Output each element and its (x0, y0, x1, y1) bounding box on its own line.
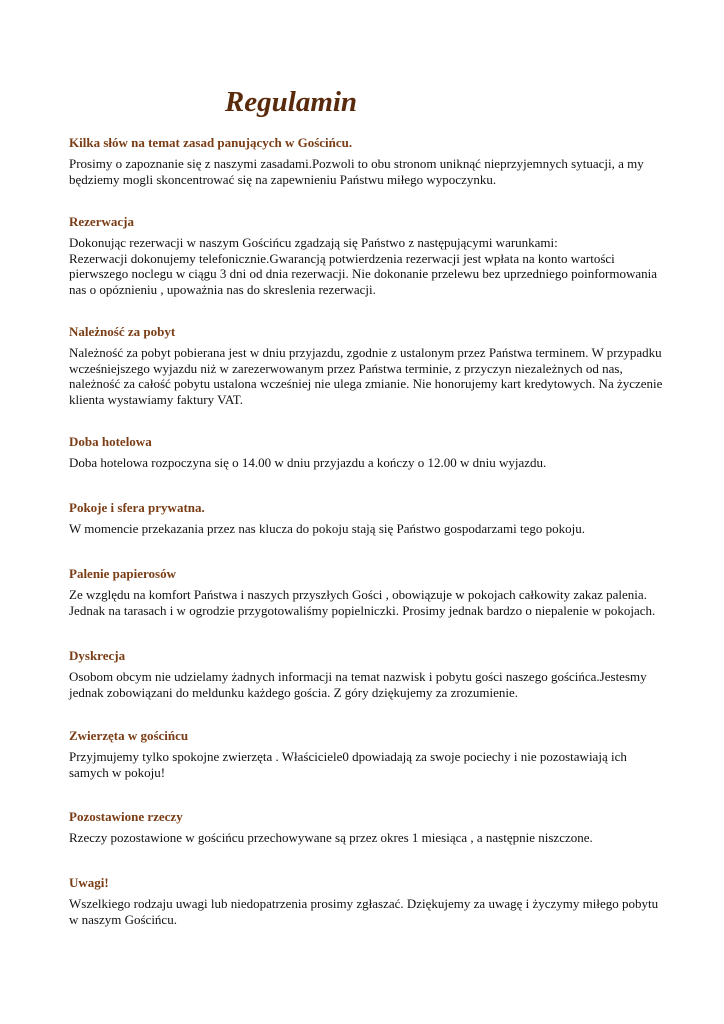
section-palenie (69, 566, 669, 618)
text-line: będziemy mogli skoncentrować się na zapewnieniu Państwu miłego wypoczynku. (69, 171, 497, 187)
section-doba-hotelowa (69, 434, 669, 471)
text-line: Osobom obcym nie udzielamy żadnych informacji na temat nazwisk i pobytu gości naszego gościńca.Jestesmy (69, 669, 647, 684)
section-dyskrecja (69, 648, 669, 700)
section-heading: Kilka słów na temat zasad panujących w Gościńcu. (69, 135, 353, 150)
text-line: Rezerwacji dokonujemy telefonicznie.Gwarancją potwierdzenia rezerwacji jest wpłata na konto wartości (69, 250, 615, 266)
section-text (69, 896, 669, 927)
text-line: Przyjmujemy tylko spokojne zwierzęta . Właściciele0 dpowiadają za swoje pociechy i nie pozostawiają ich (69, 749, 627, 764)
text-line: Ze względu na komfort Państwa i naszych przyszłych Gości , obowiązuje w pokojach całkowity zakaz palenia. (69, 587, 647, 602)
text-line: Wszelkiego rodzaju uwagi lub niedopatrzenia prosimy zgłaszać. Dziękujemy za uwagę i życzymy miłego pobytu (69, 896, 659, 911)
section-heading: Należność za pobyt (69, 324, 176, 339)
section-text (69, 587, 669, 618)
text-line: Jednak na tarasach i w ogrodzie przygotowaliśmy popielniczki. Prosimy jednak bardzo o niepalenie w pokojach. (69, 602, 656, 618)
section-text (69, 830, 669, 846)
section-naleznosc (69, 324, 669, 407)
text-line: Dokonując rezerwacji w naszym Gościńcu zgadzają się Państwo z następującymi warunkami: (69, 235, 558, 250)
section-text (69, 455, 669, 471)
text-line: Prosimy o zapoznanie się z naszymi zasadami.Pozwoli to obu stronom uniknąć nieprzyjemnych sytuacji, a my (69, 156, 644, 171)
text-line: pierwszego noclegu w ciągu 3 dni od dnia rezerwacji. Nie dokonanie przelewu bez uprzedniego poinformowania (69, 266, 658, 281)
section-heading: Palenie papierosów (69, 566, 177, 581)
section-heading: Doba hotelowa (69, 434, 152, 449)
text-line: klienta wystawiamy faktury VAT. (69, 391, 244, 407)
text-line: jednak zobowiązani do meldunku każdego gościa. Z góry dziękujemy za zrozumienie. (69, 684, 519, 700)
section-intro (69, 135, 669, 187)
section-zwierzeta (69, 728, 669, 780)
section-rezerwacja (69, 214, 669, 297)
text-line: wcześniejszego wyjazdu niż w zarezerwowanym przez Państwa terminie, z przyczyn niezależnych od nas, (69, 360, 623, 376)
section-uwagi (69, 875, 669, 927)
section-text (69, 521, 669, 537)
section-pokoje (69, 500, 669, 537)
section-heading: Rezerwacja (69, 214, 134, 229)
text-line: należność za całość pobytu ustalona wcześniej nie ulega zmianie. Nie honorujemy kart kredytowych. Na życzenie (69, 376, 663, 391)
section-text (69, 235, 669, 297)
section-heading: Pozostawione rzeczy (69, 809, 183, 824)
section-heading: Zwierzęta w gościńcu (69, 728, 189, 743)
text-line: Doba hotelowa rozpoczyna się o 14.00 w dniu przyjazdu a kończy o 12.00 w dniu wyjazdu. (69, 455, 547, 470)
text-line: Rzeczy pozostawione w gościńcu przechowywane są przez okres 1 miesiąca , a następnie niszczone. (69, 830, 593, 845)
section-text (69, 749, 669, 780)
section-heading: Pokoje i sfera prywatna. (69, 500, 205, 515)
text-line: Należność za pobyt pobierana jest w dniu przyjazdu, zgodnie z ustalonym przez Państwa terminem. W przypadku (69, 345, 662, 360)
text-line: samych w pokoju! (69, 764, 166, 780)
section-heading: Dyskrecja (69, 648, 126, 663)
text-line: W momencie przekazania przez nas klucza do pokoju stają się Państwo gospodarzami tego pokoju. (69, 521, 585, 536)
section-text (69, 345, 669, 407)
section-text (69, 669, 669, 700)
text-line: nas o opóznieniu , upoważnia nas do skreslenia rezerwacji. (69, 281, 376, 297)
section-pozostawione-rzeczy (69, 809, 669, 846)
page-title: Regulamin (224, 86, 358, 118)
text-line: w naszym Gościńcu. (69, 911, 177, 927)
section-text (69, 156, 669, 187)
section-heading: Uwagi! (69, 875, 109, 890)
